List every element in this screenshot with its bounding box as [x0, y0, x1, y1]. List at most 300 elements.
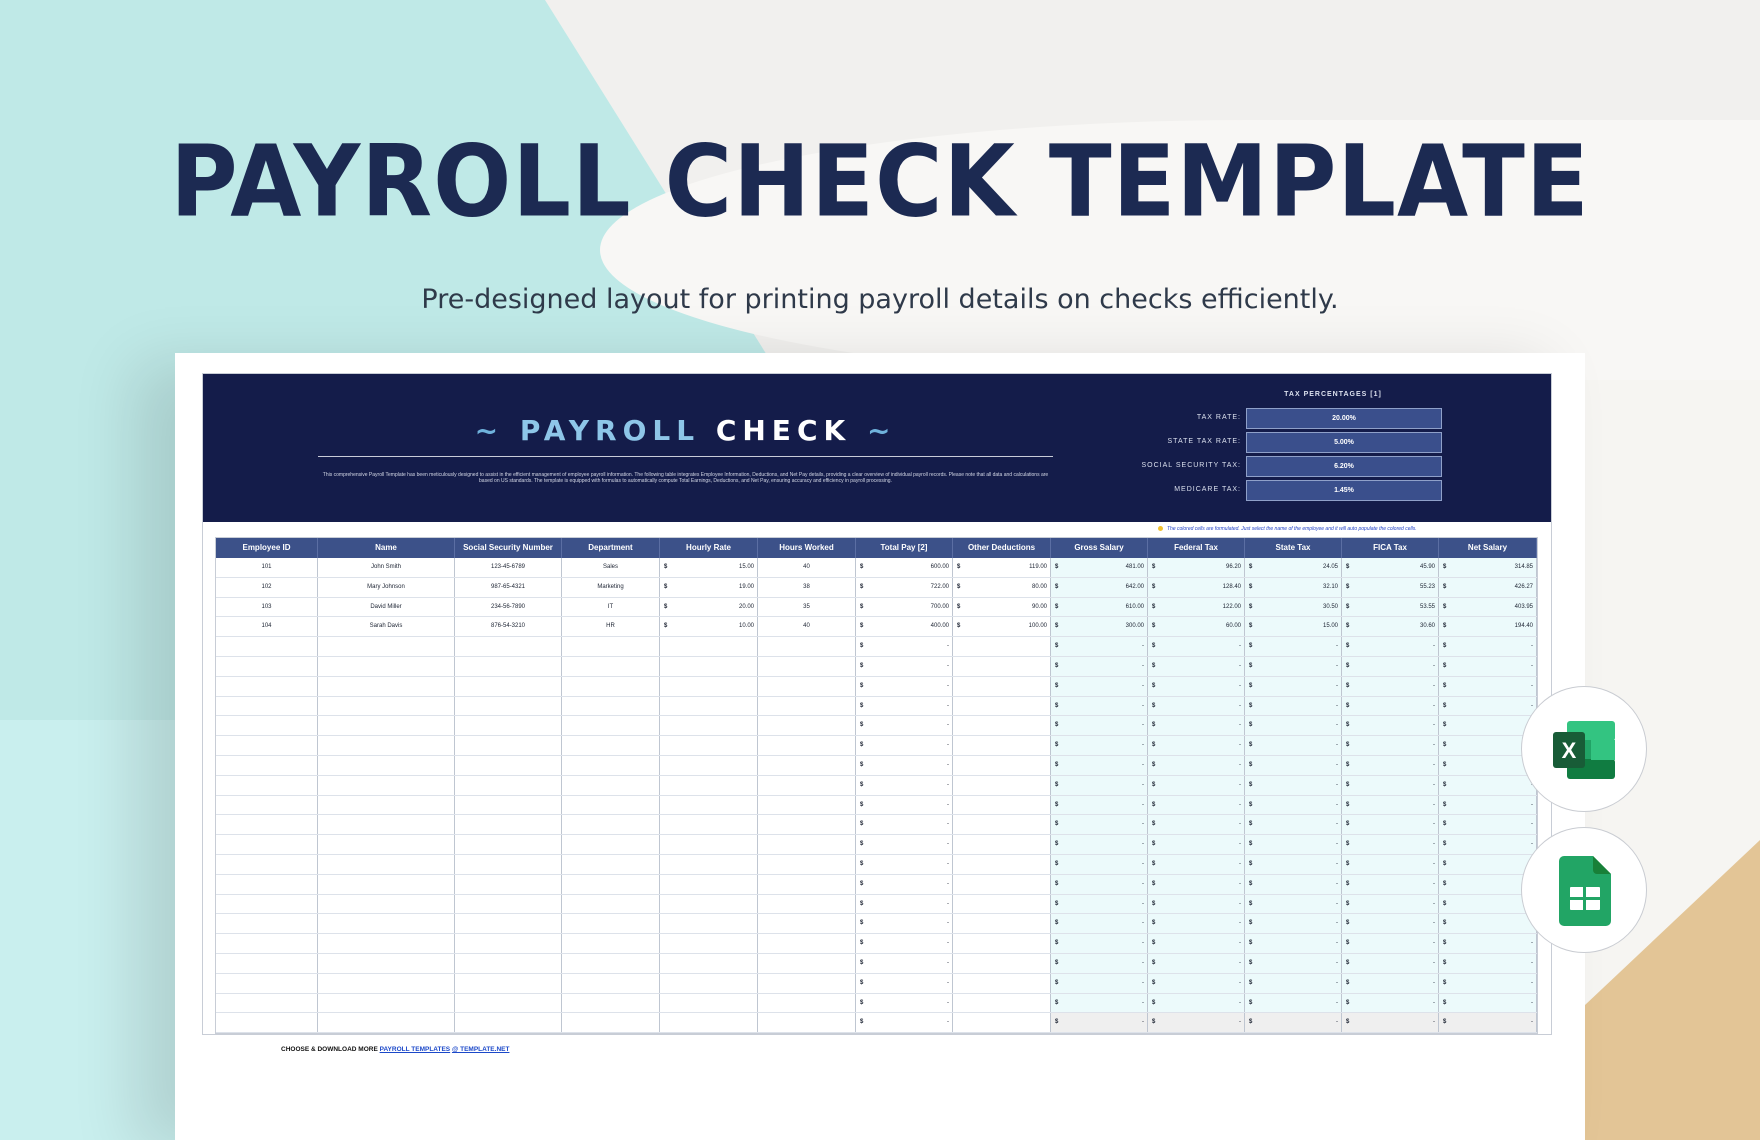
table-cell-other[interactable]	[953, 855, 1051, 874]
table-cell-federal[interactable]	[1148, 756, 1245, 775]
table-cell-other[interactable]	[953, 776, 1051, 795]
table-cell-total[interactable]	[856, 776, 953, 795]
table-cell-fica[interactable]	[1342, 736, 1439, 755]
table-cell-gross[interactable]	[1051, 1013, 1148, 1032]
table-cell-id[interactable]: 102	[216, 578, 318, 597]
table-cell-hours[interactable]	[758, 677, 856, 696]
table-cell-gross[interactable]	[1051, 697, 1148, 716]
table-cell-gross[interactable]	[1051, 756, 1148, 775]
table-cell-federal[interactable]	[1148, 1013, 1245, 1032]
table-cell-ssn[interactable]: 234-56-7890	[455, 598, 562, 617]
table-cell-total[interactable]	[856, 815, 953, 834]
table-cell-federal[interactable]	[1148, 815, 1245, 834]
table-cell-rate[interactable]	[660, 617, 758, 636]
table-cell-name[interactable]	[318, 716, 455, 735]
table-cell-net[interactable]	[1439, 677, 1537, 696]
table-cell-rate[interactable]	[660, 578, 758, 597]
table-cell-hours[interactable]	[758, 954, 856, 973]
table-cell-ssn[interactable]	[455, 756, 562, 775]
table-cell-total[interactable]	[856, 736, 953, 755]
table-cell-total[interactable]	[856, 598, 953, 617]
table-cell-fica[interactable]	[1342, 697, 1439, 716]
column-header[interactable]: Social Security Number	[455, 538, 562, 558]
table-cell-other[interactable]	[953, 1013, 1051, 1032]
table-cell-ssn[interactable]	[455, 954, 562, 973]
table-cell-federal[interactable]	[1148, 914, 1245, 933]
table-cell-state[interactable]	[1245, 736, 1342, 755]
table-cell-name[interactable]: Sarah Davis	[318, 617, 455, 636]
table-cell-name[interactable]	[318, 697, 455, 716]
table-cell-federal[interactable]	[1148, 796, 1245, 815]
table-cell-name[interactable]	[318, 776, 455, 795]
table-cell-id[interactable]	[216, 815, 318, 834]
table-cell-total[interactable]	[856, 697, 953, 716]
table-cell-dept[interactable]: IT	[562, 598, 660, 617]
table-cell-fica[interactable]	[1342, 1013, 1439, 1032]
table-cell-fica[interactable]	[1342, 677, 1439, 696]
table-cell-state[interactable]	[1245, 697, 1342, 716]
column-header[interactable]: Hourly Rate	[660, 538, 758, 558]
table-cell-name[interactable]: David Miller	[318, 598, 455, 617]
table-cell-federal[interactable]	[1148, 974, 1245, 993]
table-cell-fica[interactable]	[1342, 875, 1439, 894]
table-cell-total[interactable]	[856, 914, 953, 933]
table-cell-name[interactable]	[318, 1013, 455, 1032]
table-cell-gross[interactable]	[1051, 736, 1148, 755]
table-cell-rate[interactable]	[660, 875, 758, 894]
table-cell-hours[interactable]	[758, 657, 856, 676]
table-cell-gross[interactable]	[1051, 657, 1148, 676]
table-cell-total[interactable]	[856, 1013, 953, 1032]
column-header[interactable]: State Tax	[1245, 538, 1342, 558]
table-cell-total[interactable]	[856, 578, 953, 597]
table-cell-ssn[interactable]	[455, 697, 562, 716]
table-cell-fica[interactable]	[1342, 756, 1439, 775]
template-net-link[interactable]: @ TEMPLATE.NET	[451, 1046, 510, 1053]
table-cell-id[interactable]	[216, 776, 318, 795]
table-cell-fica[interactable]	[1342, 934, 1439, 953]
table-cell-id[interactable]	[216, 697, 318, 716]
table-cell-fica[interactable]	[1342, 558, 1439, 577]
table-cell-ssn[interactable]	[455, 994, 562, 1013]
table-cell-federal[interactable]	[1148, 637, 1245, 656]
table-cell-net[interactable]	[1439, 1013, 1537, 1032]
table-cell-gross[interactable]	[1051, 815, 1148, 834]
column-header[interactable]: Name	[318, 538, 455, 558]
table-cell-dept[interactable]	[562, 954, 660, 973]
table-cell-other[interactable]	[953, 994, 1051, 1013]
table-cell-hours[interactable]	[758, 756, 856, 775]
table-cell-federal[interactable]	[1148, 598, 1245, 617]
table-cell-other[interactable]	[953, 637, 1051, 656]
table-cell-federal[interactable]	[1148, 677, 1245, 696]
table-cell-hours[interactable]: 38	[758, 578, 856, 597]
table-cell-rate[interactable]	[660, 558, 758, 577]
table-cell-rate[interactable]	[660, 934, 758, 953]
table-cell-state[interactable]	[1245, 617, 1342, 636]
table-cell-name[interactable]	[318, 974, 455, 993]
table-cell-state[interactable]	[1245, 677, 1342, 696]
table-cell-federal[interactable]	[1148, 716, 1245, 735]
table-cell-state[interactable]	[1245, 716, 1342, 735]
table-cell-rate[interactable]	[660, 796, 758, 815]
table-cell-net[interactable]	[1439, 835, 1537, 854]
table-cell-ssn[interactable]	[455, 835, 562, 854]
column-header[interactable]: FICA Tax	[1342, 538, 1439, 558]
table-cell-state[interactable]	[1245, 875, 1342, 894]
table-cell-federal[interactable]	[1148, 895, 1245, 914]
table-cell-federal[interactable]	[1148, 934, 1245, 953]
table-cell-state[interactable]	[1245, 578, 1342, 597]
table-cell-ssn[interactable]	[455, 875, 562, 894]
table-cell-dept[interactable]	[562, 776, 660, 795]
table-cell-rate[interactable]	[660, 974, 758, 993]
table-cell-gross[interactable]	[1051, 855, 1148, 874]
table-cell-rate[interactable]	[660, 776, 758, 795]
table-cell-dept[interactable]	[562, 756, 660, 775]
table-cell-gross[interactable]	[1051, 954, 1148, 973]
table-cell-fica[interactable]	[1342, 617, 1439, 636]
table-cell-federal[interactable]	[1148, 875, 1245, 894]
table-cell-other[interactable]	[953, 815, 1051, 834]
table-cell-total[interactable]	[856, 657, 953, 676]
table-cell-hours[interactable]	[758, 1013, 856, 1032]
table-cell-net[interactable]	[1439, 558, 1537, 577]
table-cell-ssn[interactable]: 123-45-6789	[455, 558, 562, 577]
column-header[interactable]: Other Deductions	[953, 538, 1051, 558]
table-cell-ssn[interactable]	[455, 796, 562, 815]
table-cell-state[interactable]	[1245, 657, 1342, 676]
table-cell-rate[interactable]	[660, 716, 758, 735]
table-cell-rate[interactable]	[660, 677, 758, 696]
table-cell-name[interactable]	[318, 875, 455, 894]
table-cell-state[interactable]	[1245, 895, 1342, 914]
table-cell-federal[interactable]	[1148, 736, 1245, 755]
table-cell-total[interactable]	[856, 637, 953, 656]
table-cell-net[interactable]	[1439, 697, 1537, 716]
table-cell-net[interactable]	[1439, 796, 1537, 815]
payroll-templates-link[interactable]: PAYROLL TEMPLATES	[379, 1046, 451, 1053]
table-cell-name[interactable]	[318, 855, 455, 874]
table-cell-name[interactable]	[318, 934, 455, 953]
table-cell-state[interactable]	[1245, 776, 1342, 795]
table-cell-total[interactable]	[856, 677, 953, 696]
table-cell-rate[interactable]	[660, 835, 758, 854]
column-header[interactable]: Gross Salary	[1051, 538, 1148, 558]
table-cell-name[interactable]	[318, 796, 455, 815]
table-cell-id[interactable]: 103	[216, 598, 318, 617]
table-cell-ssn[interactable]	[455, 914, 562, 933]
table-cell-gross[interactable]	[1051, 598, 1148, 617]
table-cell-rate[interactable]	[660, 637, 758, 656]
table-cell-gross[interactable]	[1051, 558, 1148, 577]
column-header[interactable]: Net Salary	[1439, 538, 1537, 558]
table-cell-hours[interactable]	[758, 855, 856, 874]
table-cell-total[interactable]	[856, 558, 953, 577]
table-cell-id[interactable]	[216, 756, 318, 775]
table-cell-id[interactable]	[216, 934, 318, 953]
table-cell-id[interactable]	[216, 875, 318, 894]
table-cell-ssn[interactable]: 987-65-4321	[455, 578, 562, 597]
column-header[interactable]: Hours Worked	[758, 538, 856, 558]
table-cell-dept[interactable]	[562, 657, 660, 676]
table-cell-other[interactable]	[953, 677, 1051, 696]
table-cell-hours[interactable]	[758, 974, 856, 993]
excel-badge[interactable]	[1521, 686, 1647, 812]
table-cell-ssn[interactable]	[455, 657, 562, 676]
tax-value-input[interactable]: 6.20%	[1246, 456, 1442, 477]
table-cell-id[interactable]: 101	[216, 558, 318, 577]
column-header[interactable]: Total Pay [2]	[856, 538, 953, 558]
table-cell-state[interactable]	[1245, 954, 1342, 973]
table-cell-rate[interactable]	[660, 697, 758, 716]
table-cell-id[interactable]	[216, 974, 318, 993]
table-cell-total[interactable]	[856, 934, 953, 953]
table-cell-total[interactable]	[856, 875, 953, 894]
table-cell-federal[interactable]	[1148, 954, 1245, 973]
table-cell-other[interactable]	[953, 796, 1051, 815]
table-cell-ssn[interactable]	[455, 895, 562, 914]
table-cell-other[interactable]	[953, 895, 1051, 914]
table-cell-other[interactable]	[953, 578, 1051, 597]
table-cell-ssn[interactable]: 876-54-3210	[455, 617, 562, 636]
table-cell-fica[interactable]	[1342, 815, 1439, 834]
table-cell-total[interactable]	[856, 617, 953, 636]
table-cell-dept[interactable]: HR	[562, 617, 660, 636]
table-cell-name[interactable]	[318, 835, 455, 854]
table-cell-federal[interactable]	[1148, 994, 1245, 1013]
table-cell-dept[interactable]	[562, 835, 660, 854]
table-cell-dept[interactable]	[562, 914, 660, 933]
table-cell-net[interactable]	[1439, 974, 1537, 993]
table-cell-name[interactable]	[318, 914, 455, 933]
table-cell-hours[interactable]	[758, 934, 856, 953]
table-cell-total[interactable]	[856, 796, 953, 815]
column-header[interactable]: Department	[562, 538, 660, 558]
table-cell-hours[interactable]	[758, 895, 856, 914]
table-cell-hours[interactable]	[758, 716, 856, 735]
table-cell-ssn[interactable]	[455, 855, 562, 874]
table-cell-fica[interactable]	[1342, 994, 1439, 1013]
table-cell-other[interactable]	[953, 954, 1051, 973]
table-cell-id[interactable]	[216, 895, 318, 914]
table-cell-id[interactable]	[216, 716, 318, 735]
table-cell-state[interactable]	[1245, 855, 1342, 874]
table-cell-id[interactable]	[216, 914, 318, 933]
table-cell-dept[interactable]	[562, 796, 660, 815]
table-cell-fica[interactable]	[1342, 716, 1439, 735]
table-cell-hours[interactable]	[758, 875, 856, 894]
table-cell-gross[interactable]	[1051, 875, 1148, 894]
table-cell-ssn[interactable]	[455, 815, 562, 834]
table-cell-hours[interactable]	[758, 776, 856, 795]
table-cell-net[interactable]	[1439, 637, 1537, 656]
table-cell-ssn[interactable]	[455, 637, 562, 656]
table-cell-gross[interactable]	[1051, 914, 1148, 933]
table-cell-hours[interactable]: 40	[758, 617, 856, 636]
table-cell-other[interactable]	[953, 835, 1051, 854]
table-cell-net[interactable]	[1439, 914, 1537, 933]
table-cell-hours[interactable]	[758, 815, 856, 834]
table-cell-name[interactable]	[318, 954, 455, 973]
table-cell-total[interactable]	[856, 994, 953, 1013]
table-cell-fica[interactable]	[1342, 598, 1439, 617]
table-cell-federal[interactable]	[1148, 578, 1245, 597]
table-cell-state[interactable]	[1245, 974, 1342, 993]
table-cell-dept[interactable]	[562, 637, 660, 656]
table-cell-state[interactable]	[1245, 934, 1342, 953]
table-cell-dept[interactable]	[562, 934, 660, 953]
table-cell-federal[interactable]	[1148, 617, 1245, 636]
table-cell-name[interactable]	[318, 815, 455, 834]
table-cell-other[interactable]	[953, 914, 1051, 933]
table-cell-rate[interactable]	[660, 994, 758, 1013]
table-cell-state[interactable]	[1245, 1013, 1342, 1032]
table-cell-hours[interactable]	[758, 697, 856, 716]
table-cell-gross[interactable]	[1051, 617, 1148, 636]
table-cell-rate[interactable]	[660, 1013, 758, 1032]
table-cell-id[interactable]	[216, 736, 318, 755]
table-cell-hours[interactable]	[758, 835, 856, 854]
table-cell-net[interactable]	[1439, 815, 1537, 834]
table-cell-federal[interactable]	[1148, 835, 1245, 854]
table-cell-net[interactable]	[1439, 934, 1537, 953]
table-cell-state[interactable]	[1245, 835, 1342, 854]
table-cell-gross[interactable]	[1051, 677, 1148, 696]
table-cell-rate[interactable]	[660, 657, 758, 676]
table-cell-id[interactable]	[216, 835, 318, 854]
table-cell-state[interactable]	[1245, 756, 1342, 775]
table-cell-dept[interactable]	[562, 697, 660, 716]
table-cell-fica[interactable]	[1342, 578, 1439, 597]
table-cell-ssn[interactable]	[455, 677, 562, 696]
table-cell-rate[interactable]	[660, 855, 758, 874]
table-cell-dept[interactable]	[562, 974, 660, 993]
table-cell-dept[interactable]: Marketing	[562, 578, 660, 597]
table-cell-gross[interactable]	[1051, 796, 1148, 815]
table-cell-gross[interactable]	[1051, 578, 1148, 597]
table-cell-hours[interactable]	[758, 914, 856, 933]
table-cell-other[interactable]	[953, 697, 1051, 716]
table-cell-dept[interactable]	[562, 677, 660, 696]
table-cell-rate[interactable]	[660, 895, 758, 914]
table-cell-gross[interactable]	[1051, 835, 1148, 854]
table-cell-net[interactable]	[1439, 954, 1537, 973]
table-cell-dept[interactable]	[562, 895, 660, 914]
table-cell-other[interactable]	[953, 617, 1051, 636]
table-cell-gross[interactable]	[1051, 895, 1148, 914]
table-cell-net[interactable]	[1439, 617, 1537, 636]
table-cell-total[interactable]	[856, 756, 953, 775]
table-cell-rate[interactable]	[660, 756, 758, 775]
table-cell-ssn[interactable]	[455, 716, 562, 735]
table-cell-total[interactable]	[856, 855, 953, 874]
table-cell-name[interactable]	[318, 657, 455, 676]
table-cell-dept[interactable]	[562, 875, 660, 894]
table-cell-dept[interactable]: Sales	[562, 558, 660, 577]
table-cell-name[interactable]	[318, 756, 455, 775]
table-cell-hours[interactable]: 35	[758, 598, 856, 617]
table-cell-other[interactable]	[953, 974, 1051, 993]
table-cell-other[interactable]	[953, 875, 1051, 894]
table-cell-id[interactable]: 104	[216, 617, 318, 636]
table-cell-name[interactable]	[318, 677, 455, 696]
table-cell-net[interactable]	[1439, 776, 1537, 795]
table-cell-dept[interactable]	[562, 716, 660, 735]
table-cell-rate[interactable]	[660, 736, 758, 755]
table-cell-state[interactable]	[1245, 815, 1342, 834]
table-cell-ssn[interactable]	[455, 776, 562, 795]
google-sheets-badge[interactable]	[1521, 827, 1647, 953]
table-cell-total[interactable]	[856, 974, 953, 993]
table-cell-name[interactable]	[318, 736, 455, 755]
table-cell-dept[interactable]	[562, 855, 660, 874]
table-cell-federal[interactable]	[1148, 697, 1245, 716]
table-cell-total[interactable]	[856, 835, 953, 854]
table-cell-net[interactable]	[1439, 994, 1537, 1013]
table-cell-fica[interactable]	[1342, 895, 1439, 914]
table-cell-fica[interactable]	[1342, 954, 1439, 973]
table-cell-gross[interactable]	[1051, 934, 1148, 953]
table-cell-other[interactable]	[953, 558, 1051, 577]
table-cell-fica[interactable]	[1342, 796, 1439, 815]
table-cell-name[interactable]: Mary Johnson	[318, 578, 455, 597]
table-cell-hours[interactable]	[758, 796, 856, 815]
table-cell-name[interactable]	[318, 895, 455, 914]
tax-value-input[interactable]: 5.00%	[1246, 432, 1442, 453]
table-cell-federal[interactable]	[1148, 776, 1245, 795]
table-cell-other[interactable]	[953, 657, 1051, 676]
table-cell-net[interactable]	[1439, 657, 1537, 676]
table-cell-state[interactable]	[1245, 558, 1342, 577]
table-cell-name[interactable]	[318, 994, 455, 1013]
table-cell-federal[interactable]	[1148, 855, 1245, 874]
table-cell-hours[interactable]	[758, 736, 856, 755]
table-cell-gross[interactable]	[1051, 974, 1148, 993]
table-cell-other[interactable]	[953, 598, 1051, 617]
table-cell-state[interactable]	[1245, 796, 1342, 815]
table-cell-federal[interactable]	[1148, 558, 1245, 577]
table-cell-name[interactable]: John Smith	[318, 558, 455, 577]
table-cell-gross[interactable]	[1051, 716, 1148, 735]
table-cell-rate[interactable]	[660, 598, 758, 617]
table-cell-dept[interactable]	[562, 1013, 660, 1032]
table-cell-total[interactable]	[856, 954, 953, 973]
column-header[interactable]: Employee ID	[216, 538, 318, 558]
table-cell-hours[interactable]: 40	[758, 558, 856, 577]
tax-value-input[interactable]: 20.00%	[1246, 408, 1442, 429]
table-cell-state[interactable]	[1245, 598, 1342, 617]
table-cell-fica[interactable]	[1342, 776, 1439, 795]
table-cell-gross[interactable]	[1051, 994, 1148, 1013]
table-cell-net[interactable]	[1439, 598, 1537, 617]
table-cell-fica[interactable]	[1342, 974, 1439, 993]
table-cell-id[interactable]	[216, 637, 318, 656]
table-cell-rate[interactable]	[660, 914, 758, 933]
table-cell-name[interactable]	[318, 637, 455, 656]
table-cell-state[interactable]	[1245, 637, 1342, 656]
table-cell-state[interactable]	[1245, 994, 1342, 1013]
table-cell-state[interactable]	[1245, 914, 1342, 933]
table-cell-ssn[interactable]	[455, 736, 562, 755]
table-cell-hours[interactable]	[758, 994, 856, 1013]
table-cell-dept[interactable]	[562, 994, 660, 1013]
table-cell-id[interactable]	[216, 796, 318, 815]
table-cell-id[interactable]	[216, 677, 318, 696]
table-cell-total[interactable]	[856, 895, 953, 914]
table-cell-id[interactable]	[216, 855, 318, 874]
table-cell-federal[interactable]	[1148, 657, 1245, 676]
